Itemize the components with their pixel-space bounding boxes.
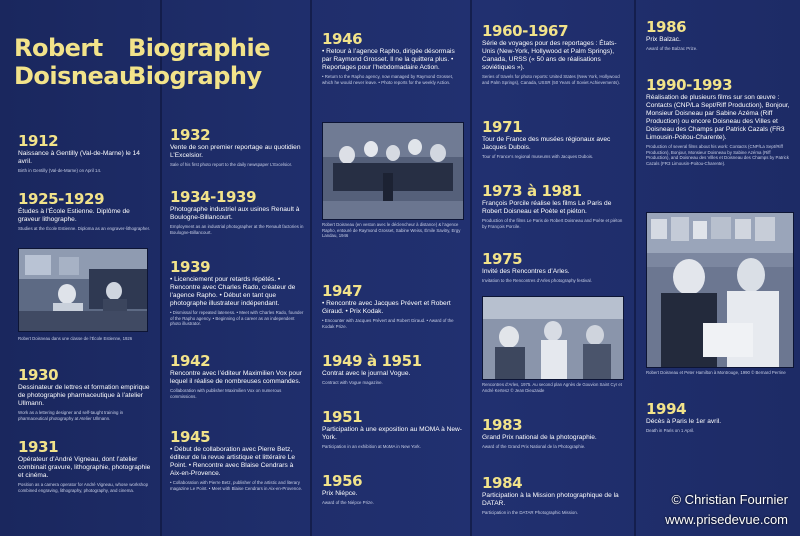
entry-1973-1981 <box>482 182 627 229</box>
photo-rapho-caption: Robert Doisneau (en veston avec le déclencheur à distance) & l’agence Rapho, entouré de Raymond Grosset, Sabine Weiss, Émile Savitry, Ergy Landau, 1946 <box>322 222 461 238</box>
photo-rapho-image <box>323 123 463 219</box>
entry-1986 <box>646 18 792 52</box>
entry-text-fr: Invité des Rencontres d’Arles. <box>482 268 570 275</box>
photo-montrouge-image <box>647 213 793 367</box>
entry-year: 1931 <box>18 438 59 456</box>
photo-estienne-caption: Robert Doisneau dans une classe de l’École Estienne, 1926 <box>18 336 133 341</box>
entry-text-fr: Grand Prix national de la photographie. <box>482 434 597 441</box>
photo-rapho-agency <box>322 122 464 220</box>
entry-text-en: Award of the Grand Prix National de la Photographie. <box>482 444 586 449</box>
entry-1947 <box>322 282 462 329</box>
entry-text-fr: • Rencontre avec Jacques Prévert et Robert Giraud. • Prix Kodak. <box>322 300 451 315</box>
entry-year: 1949 à 1951 <box>322 352 422 370</box>
entry-1945 <box>170 428 305 491</box>
entry-text-en: • Collaboration with Pierre Betz, publisher of the artistic and literary magazine Le Point. • Meet with Blaise Cendrars in Aix-en-Provence. <box>170 480 303 491</box>
copyright-watermark: © Christian Fournier <box>671 492 788 507</box>
entry-text-en: Production of several films about his work: Contacts (CNP/La Sept/Riff Production), Bonjour, Monsieur Doisneau by Sabine Azéma (Riff Production), and Doisneau des Villes et Doisneau des Champs by Patrick Cazals (FR3 Limousin-Poitou-Charente). <box>646 144 789 166</box>
entry-text-fr: Participation à une exposition au MOMA à New-York. <box>322 426 463 441</box>
entry-text-en: Participation in an exhibition at MoMA in New York. <box>322 444 421 449</box>
entry-text-en: • Dismissal for repeated lateness. • Meet with Charles Rado, founder of the Rapho agency. • Beginning of a career as an independent photo illustrator. <box>170 310 304 327</box>
column-separator <box>310 0 312 536</box>
entry-1912 <box>18 132 153 174</box>
entry-text-fr: Études à l’École Estienne. Diplôme de graveur lithographe. <box>18 208 130 223</box>
entry-text-fr: Opérateur d’André Vigneau, dont l’atelier combinait gravure, lithographie, photographie et cinéma. <box>18 456 151 479</box>
entry-year: 1945 <box>170 428 211 446</box>
entry-text-en: Sale of his first photo report to the daily newspaper L’Excelsior. <box>170 162 293 167</box>
entry-text-fr: Dessinateur de lettres et formation empirique de photographie pharmaceutique à l’atelier Ullmann. <box>18 384 150 407</box>
entry-text-fr: • Début de collaboration avec Pierre Betz, éditeur de la revue artistique et littéraire Le Point. • Rencontre avec Blaise Cendrars à Aix-en-Provence. <box>170 446 295 477</box>
entry-1942 <box>170 352 305 399</box>
entry-year: 1912 <box>18 132 59 150</box>
entry-text-fr: François Porcile réalise les films Le Paris de Robert Doisneau et Poète et piéton. <box>482 200 612 215</box>
photo-arles-image <box>483 297 623 379</box>
entry-1930 <box>18 366 153 421</box>
entry-text-fr: Tour de France des musées régionaux avec Jacques Dubois. <box>482 136 611 151</box>
entry-1951 <box>322 408 462 450</box>
entry-year: 1946 <box>322 30 363 48</box>
entry-text-en: Award of the Balzac Prize. <box>646 46 698 51</box>
column-separator <box>634 0 636 536</box>
entry-text-en: Series of travels for photo reports: United States (New York, Hollywood and Palm Springs), Canada, USSR (50 Years of Soviet Achievements). <box>482 74 620 85</box>
entry-text-fr: Photographe industriel aux usines Renault à Boulogne-Billancourt. <box>170 206 300 221</box>
entry-year: 1932 <box>170 126 211 144</box>
entry-1984 <box>482 474 627 516</box>
entry-text-en: Collaboration with publisher Maximilien Vox on numerous commissions. <box>170 388 282 399</box>
entry-year: 1942 <box>170 352 211 370</box>
entry-year: 1951 <box>322 408 363 426</box>
name-heading: Robert Doisneau <box>14 34 136 90</box>
entry-1990-1993 <box>646 76 792 166</box>
entry-year: 1971 <box>482 118 523 136</box>
entry-text-fr: • Licenciement pour retards répétés. • Rencontre avec Charles Rado, créateur de l’agence Rapho. • Début en tant que photographe illustrateur indépendant. <box>170 276 296 307</box>
entry-text-en: Award of the Niépce Prize. <box>322 500 374 505</box>
entry-text-en: Participation in the DATAR Photographic Mission. <box>482 510 578 515</box>
entry-1946 <box>322 30 462 85</box>
entry-text-en: Position as a camera operator for André Vigneau, whose workshop combined engraving, lithography, photography, and cinema. <box>18 482 149 493</box>
entry-1932 <box>170 126 305 168</box>
entry-year: 1925-1929 <box>18 190 105 208</box>
entry-year: 1994 <box>646 400 687 418</box>
entry-1931 <box>18 438 153 493</box>
entry-1939 <box>170 258 305 327</box>
copyright-website: www.prisedevue.com <box>665 512 788 527</box>
entry-text-en: • Return to the Rapho agency, now managed by Raymond Grosset, which he would never leave. • Photo reports for the weekly Action. <box>322 74 454 85</box>
entry-text-en: Studies at the École Estienne. Diploma as an engraver-lithographer. <box>18 226 151 231</box>
entry-text-fr: Participation à la Mission photographique de la DATAR. <box>482 492 619 507</box>
entry-year: 1984 <box>482 474 523 492</box>
entry-text-en: Work as a lettering designer and self-taught training in pharmaceutical photography at Atelier Ullmann. <box>18 410 124 421</box>
photo-estienne-image <box>19 249 147 331</box>
entry-text-en: Contract with Vogue magazine. <box>322 380 383 385</box>
entry-1975 <box>482 250 627 284</box>
entry-text-fr: • Retour à l’agence Rapho, dirigée désormais par Raymond Grosset. Il ne la quittera plus. • Reportages pour l’hebdomadaire Action. <box>322 48 455 71</box>
entry-text-en: Death in Paris on 1 April. <box>646 428 695 433</box>
entry-year: 1975 <box>482 250 523 268</box>
entry-text-en: Tour of France’s regional museums with Jacques Dubois. <box>482 154 594 159</box>
entry-year: 1934-1939 <box>170 188 257 206</box>
entry-year: 1990-1993 <box>646 76 733 94</box>
entry-text-fr: Vente de son premier reportage au quotidien L’Excelsior. <box>170 144 301 159</box>
entry-1934-1939 <box>170 188 305 235</box>
entry-1960-1967 <box>482 22 627 85</box>
entry-1925-1929 <box>18 190 153 232</box>
entry-1983 <box>482 416 627 450</box>
entry-year: 1983 <box>482 416 523 434</box>
photo-arles-1975 <box>482 296 624 380</box>
photo-arles-caption: Rencontres d’Arles, 1975. Au second plan Agnès de Gouvion Saint Cyr et André Kertesz © Jean Dieuzaide <box>482 382 622 393</box>
entry-text-fr: Prix Balzac. <box>646 36 681 43</box>
entry-text-fr: Contrat avec le journal Vogue. <box>322 370 411 377</box>
entry-text-fr: Décès à Paris le 1er avril. <box>646 418 722 425</box>
column-separator <box>470 0 472 536</box>
entry-year: 1986 <box>646 18 687 36</box>
entry-text-fr: Naissance à Gentilly (Val-de-Marne) le 14 avril. <box>18 150 140 165</box>
entry-text-fr: Série de voyages pour des reportages : États-Unis (New-York, Hollywood et Palm Springs), Canada, URSS (« 50 ans de réalisations soviétiques »). <box>482 40 617 71</box>
entry-year: 1939 <box>170 258 211 276</box>
entry-1956 <box>322 472 462 506</box>
entry-year: 1960-1967 <box>482 22 569 40</box>
biography-heading: Biographie Biography <box>128 34 270 90</box>
entry-text-en: Employment as an industrial photographer at the Renault factories in Boulogne-Billancourt. <box>170 224 304 235</box>
entry-text-en: Birth in Gentilly (Val-de-Marne) on April 14. <box>18 168 102 173</box>
entry-year: 1973 à 1981 <box>482 182 582 200</box>
entry-text-en: Production of the films Le Paris de Robert Doisneau and Poète et piéton by François Porcile. <box>482 218 623 229</box>
photo-montrouge-caption: Robert Doisneau et Peter Hamilton à Montrouge, 1990 © Bernard Perrine <box>646 370 786 375</box>
entry-text-fr: Réalisation de plusieurs films sur son œuvre : Contacts (CNP/La Sept/Riff Production), Bonjour, Monsieur Doisneau par Sabine Azéma (Riff Production) ou encore Doisneau des Villes et Doisneau des Champs par Patrick Cazals (FR3 Limousin-Poitou-Charente). <box>646 94 790 141</box>
photo-estienne-classroom <box>18 248 148 332</box>
entry-year: 1956 <box>322 472 363 490</box>
entry-text-fr: Prix Niépce. <box>322 490 358 497</box>
entry-text-en: Invitation to the Rencontres d’Arles photography festival. <box>482 278 592 283</box>
entry-1994 <box>646 400 792 434</box>
entry-year: 1930 <box>18 366 59 384</box>
entry-1971 <box>482 118 627 160</box>
photo-montrouge <box>646 212 794 368</box>
entry-1949-1951 <box>322 352 462 386</box>
entry-text-en: • Encounter with Jacques Prévert and Robert Giraud. • Award of the Kodak Prize. <box>322 318 454 329</box>
entry-year: 1947 <box>322 282 363 300</box>
entry-text-fr: Rencontre avec l’éditeur Maximilien Vox pour lequel il réalise de nombreuses commandes. <box>170 370 302 385</box>
